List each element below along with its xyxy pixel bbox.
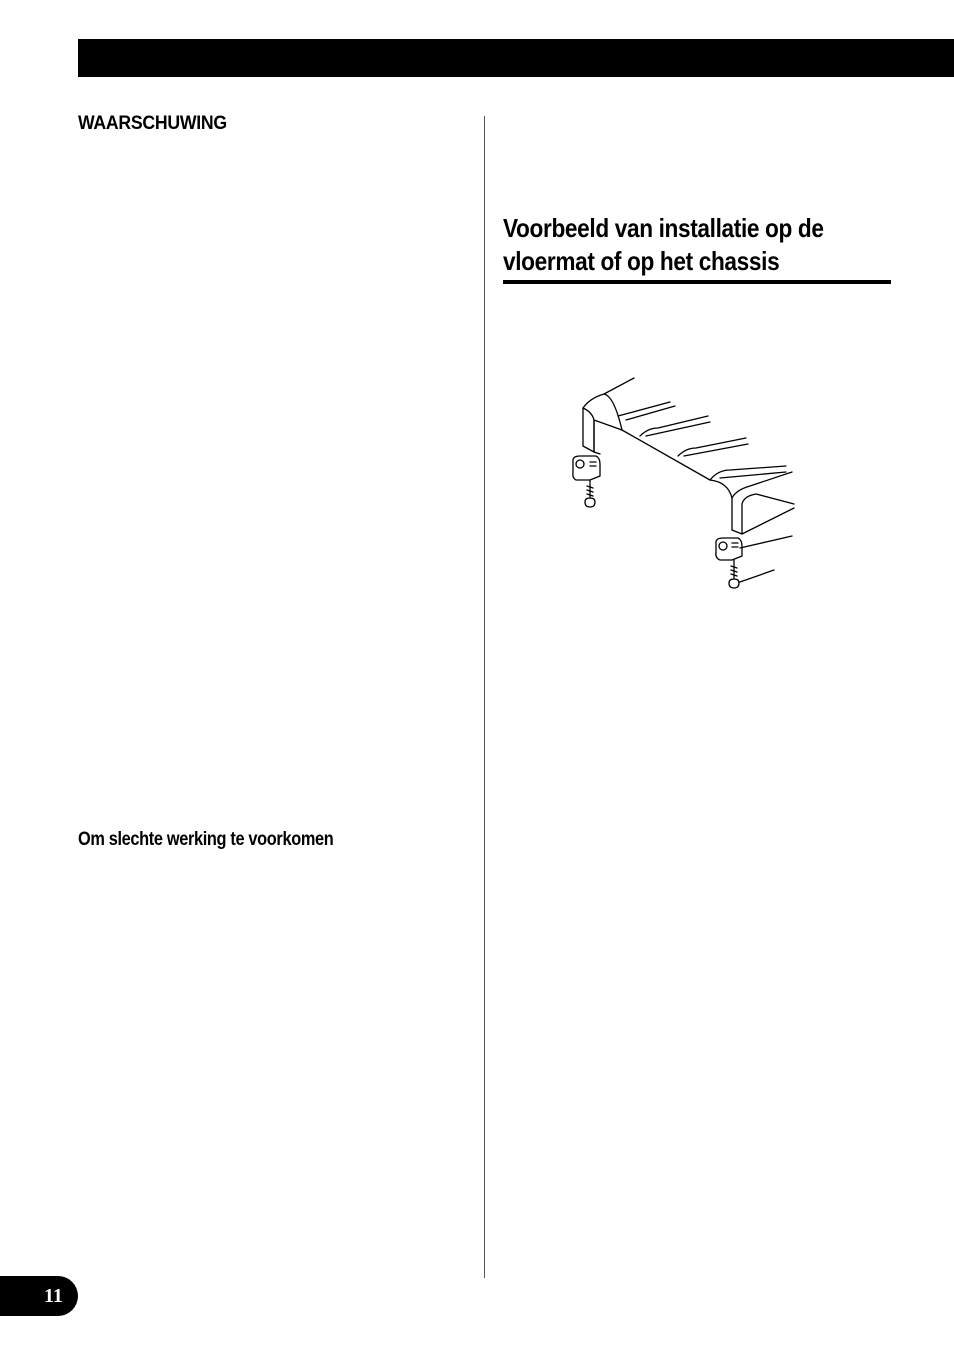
amp-left-end-face — [583, 408, 594, 452]
right-bracket-hole — [719, 542, 727, 550]
amp-front-edge — [622, 430, 732, 530]
heatsink-fin-3 — [640, 416, 708, 436]
section-title-line-1: Voorbeeld van installatie op de — [503, 213, 824, 243]
left-screw-head — [585, 498, 595, 507]
right-bracket-slot — [732, 543, 738, 547]
section-title-rule — [503, 280, 891, 284]
malfunction-prevention-heading: Om slechte werking te voorkomen — [78, 829, 334, 850]
warning-heading: WAARSCHUWING — [78, 113, 227, 134]
heatsink-fin-5 — [678, 438, 746, 456]
amp-bottom-line — [594, 452, 600, 454]
left-bracket-slot — [590, 462, 596, 466]
section-title — [503, 212, 886, 278]
amp-left-end-top — [583, 378, 634, 408]
left-bracket — [573, 456, 600, 480]
left-screw-thread — [587, 486, 593, 496]
section-title-line-2: vloermat of op het chassis — [503, 246, 780, 276]
heatsink-fin-4 — [646, 422, 710, 436]
right-screw-head — [729, 579, 739, 588]
right-screw-thread — [731, 566, 737, 576]
screw-leader-line — [740, 570, 774, 582]
page-number-badge — [0, 1276, 78, 1316]
heatsink-fin-6 — [684, 444, 748, 456]
page-number: 11 — [44, 1285, 63, 1307]
column-divider — [484, 116, 485, 1278]
amp-right-bottom — [732, 494, 794, 534]
header-bar — [78, 39, 954, 77]
installation-illustration — [560, 372, 800, 597]
amp-left-inner — [594, 420, 622, 430]
heatsink-fin-2 — [626, 406, 675, 420]
left-bracket-hole — [576, 460, 584, 468]
bracket-leader-line — [740, 536, 792, 548]
amp-right-base — [742, 508, 794, 534]
